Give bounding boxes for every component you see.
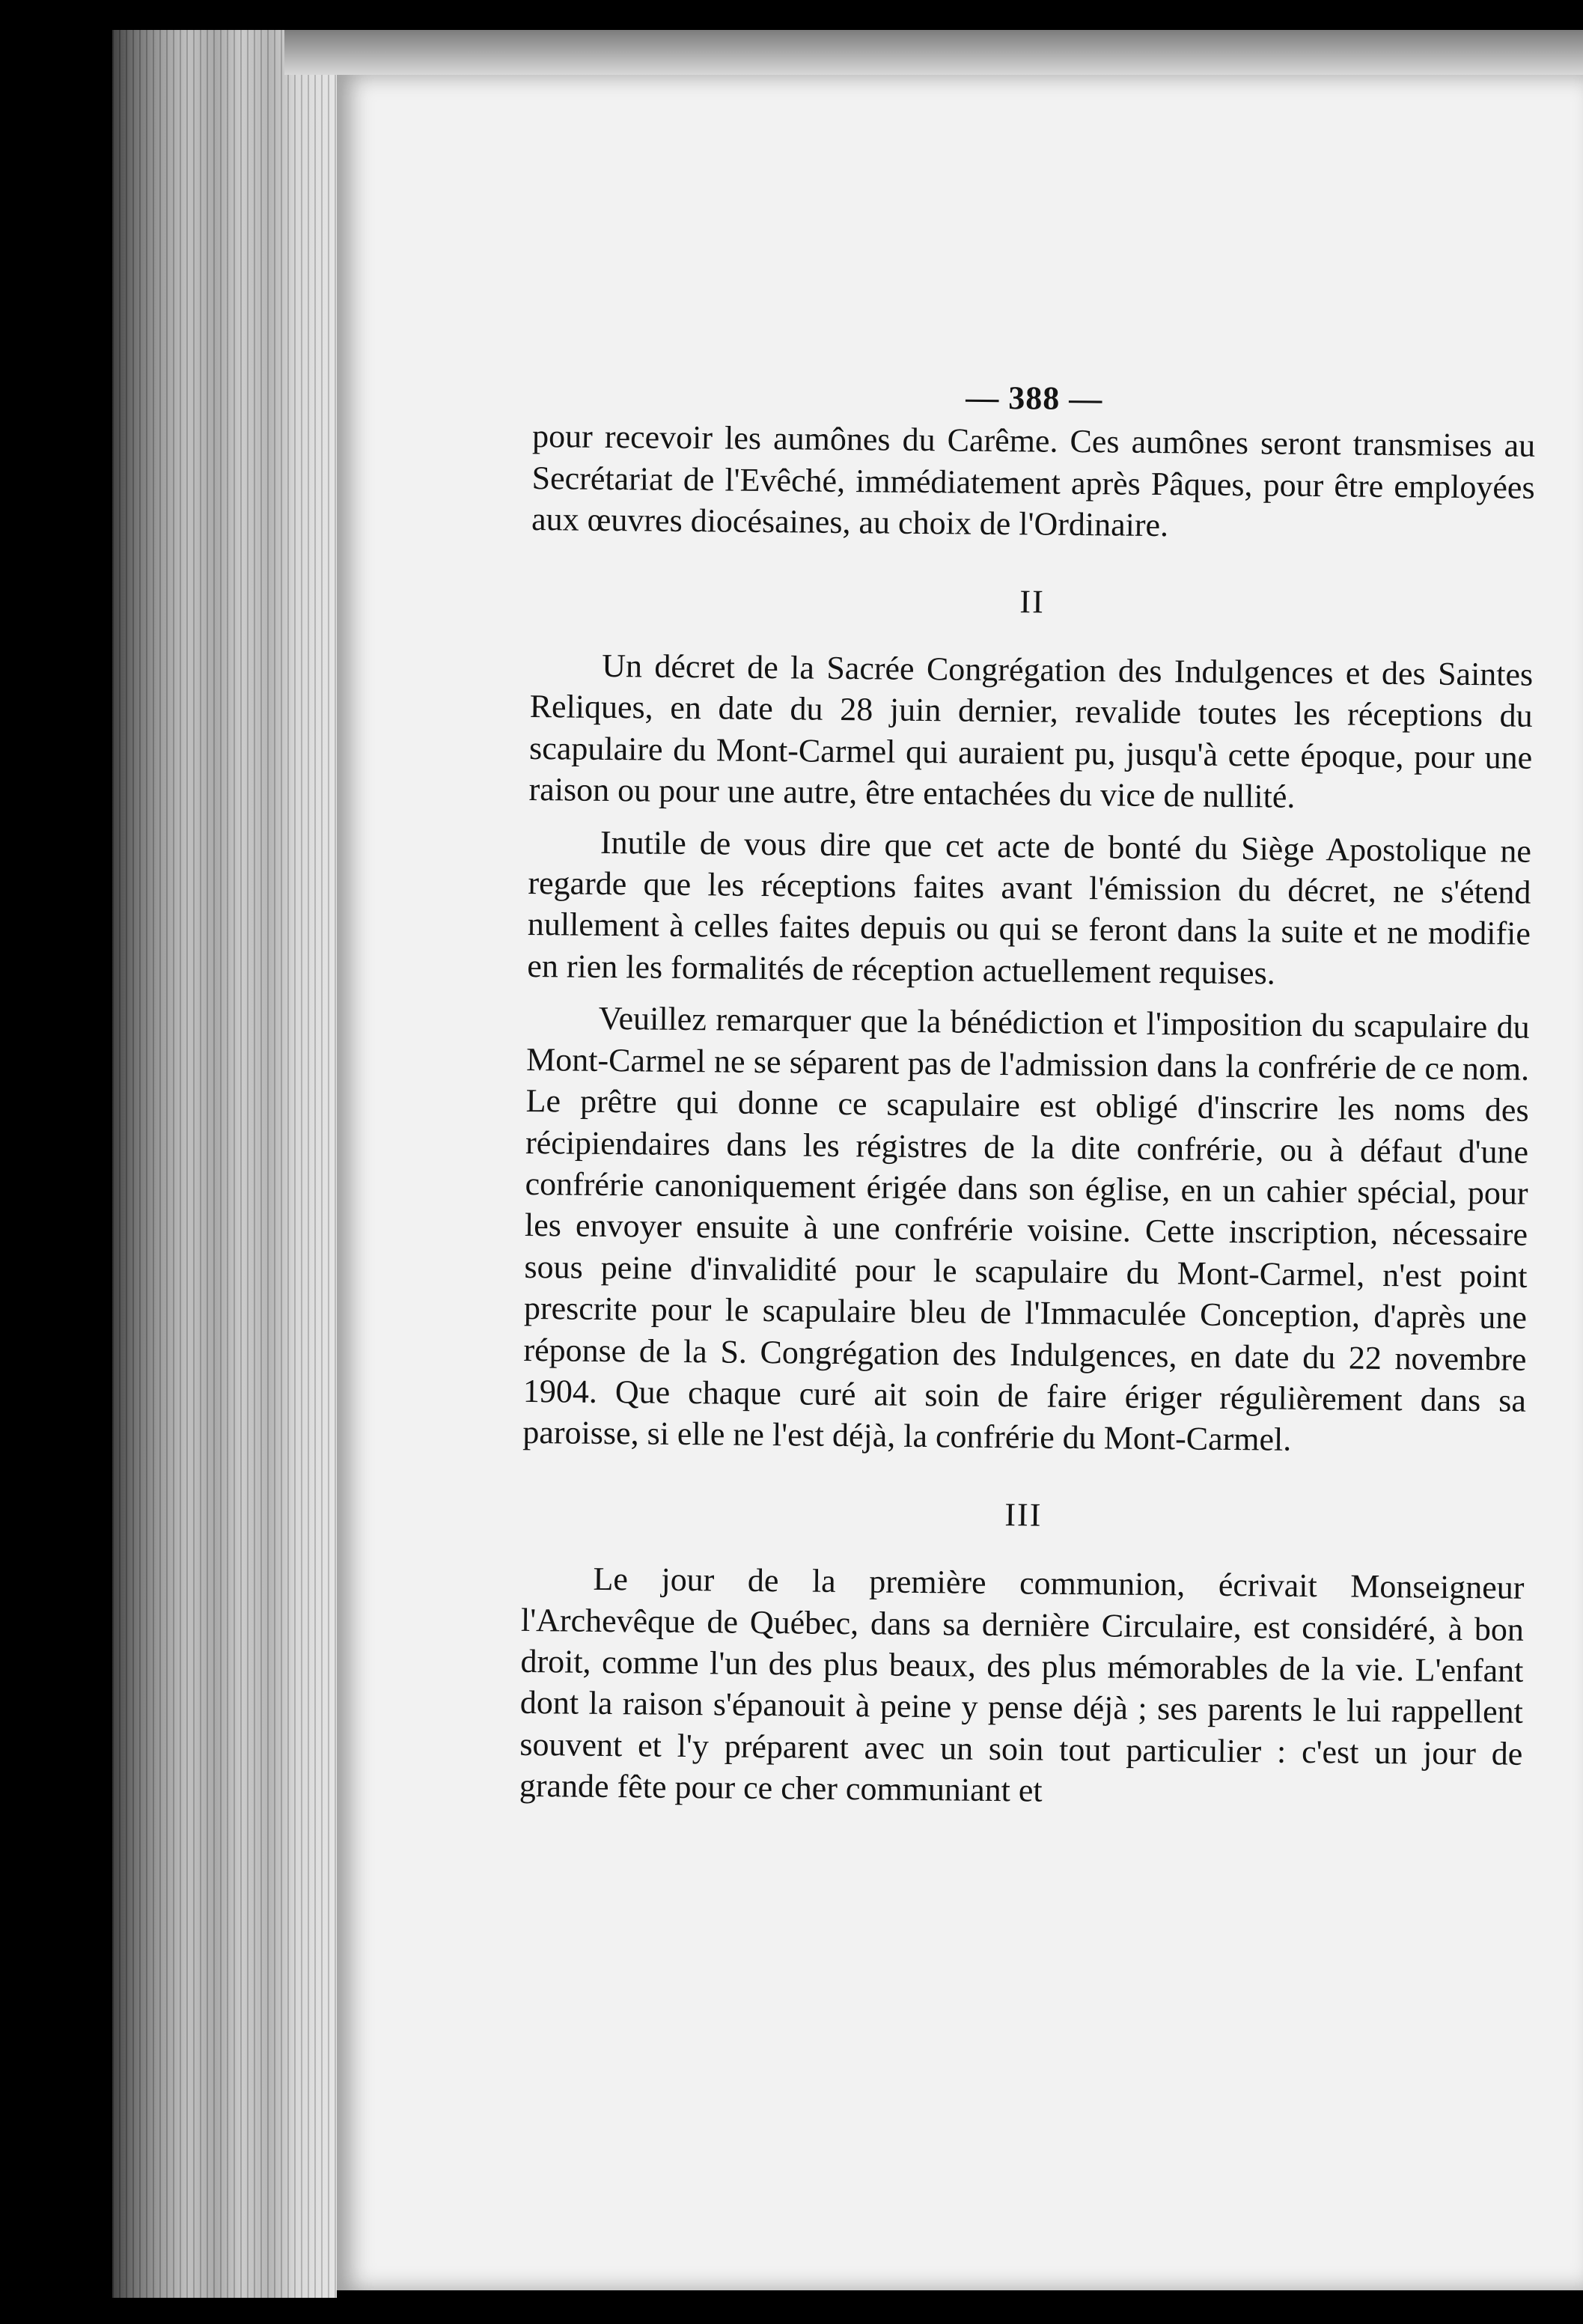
- paragraph-decree: Un décret de la Sacrée Congrégation des Indulgences et des Saintes Reliques, en date du 28 juin dernier, revalide toutes les réceptions du scapulaire du Mont-Carmel qui auraient pu, jusqu'à cette époque, pour une raison ou pour une autre, être entachées du vice de nullité.: [528, 647, 1534, 816]
- book-page-edges: [112, 30, 337, 2298]
- page-number: — 388 —: [965, 379, 1103, 418]
- text-block: [519, 373, 1536, 1816]
- page-stack-top: [284, 30, 1583, 75]
- section-heading-iii: III: [1004, 1495, 1043, 1534]
- paragraph-apostolic-see: Inutile de vous dire que cet acte de bonté du Siège Apostolique ne regarde que les réceptions faites avant l'émission du décret, ne s'étend nullement à celles faites depuis ou qui se feront dans la suite et ne modifie en rien les formalités de réception actuellement requises.: [527, 823, 1532, 992]
- section-heading-ii: II: [1019, 582, 1045, 620]
- paragraph-first-communion: Le jour de la première communion, écrivait Monseigneur l'Archevêque de Québec, dans sa dernière Circulaire, est considéré, à bon droit, comme l'un des plus beaux, des plus mémorables de la vie. L'enfant dont la raison s'épanouit à peine y pense déjà ; ses parents le lui rappellent souvent et l'y préparent avec un soin tout particulier : c'est un jour de grande fête pour ce cher communiant et: [519, 1561, 1525, 1809]
- paragraph-scapular: Veuillez remarquer que la bénédiction et l'imposition du scapulaire du Mont-Carmel ne se séparent pas de l'admission dans la confrérie de ce nom. Le prêtre qui donne ce scapulaire est obligé d'inscrire les noms des récipiendaires dans les régistres de la dite confrérie, ou à défaut d'une confrérie canoniquement érigée dans son église, en un cahier spécial, pour les envoyer ensuite à une confrérie voisine. Cette inscription, nécessaire sous peine d'invalidité pour le scapulaire du Mont-Carmel, n'est point prescrite pour le scapulaire bleu de l'Immaculée Conception, d'après une réponse de la S. Congrégation des Indulgences, en date du 22 novembre 1904. Que chaque curé ait soin de faire ériger régulièrement dans sa paroisse, si elle ne l'est déjà, la confrérie du Mont-Carmel.: [522, 1000, 1530, 1459]
- book-page: [337, 75, 1583, 2290]
- page-edge-stripes: [112, 30, 337, 2298]
- paragraph-continuation: pour recevoir les aumônes du Carême. Ces aumônes seront transmises au Secrétariat de l'Evêché, immédiatement après Pâques, pour être employées aux œuvres diocésaines, au choix de l'Ordinaire.: [531, 418, 1536, 544]
